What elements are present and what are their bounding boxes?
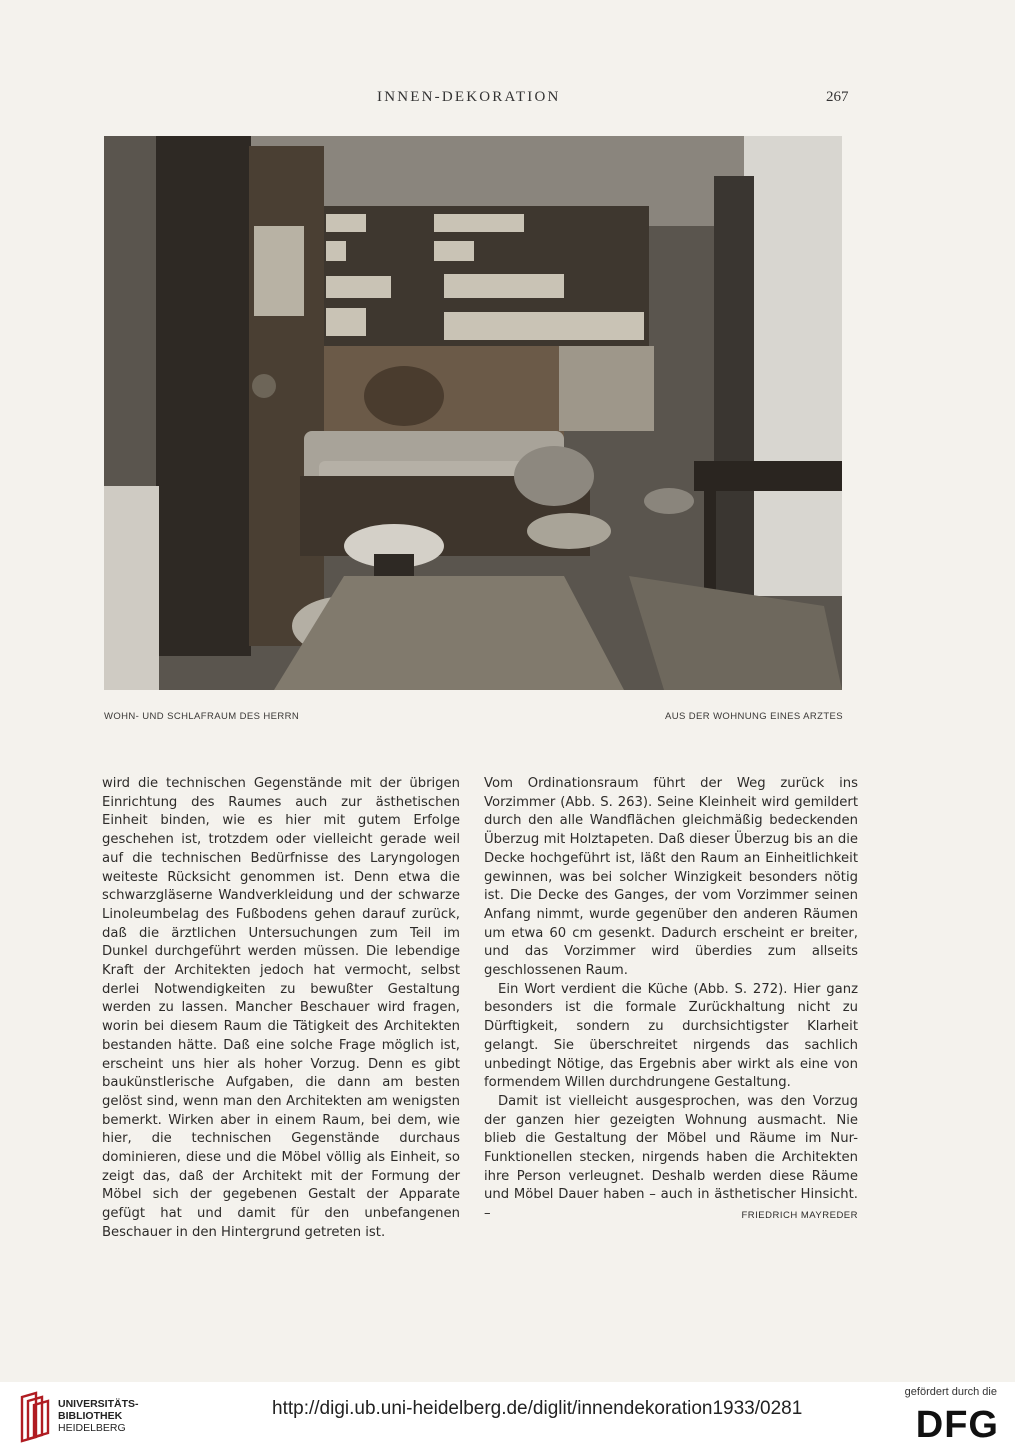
figure-caption-right: AUS DER WOHNUNG EINES ARZTES <box>665 711 843 722</box>
author-signature: FRIEDRICH MAYREDER <box>741 1210 858 1222</box>
footer-bar <box>0 1382 1015 1454</box>
library-name <box>58 1398 139 1434</box>
library-line-2: BIBLIOTHEK <box>58 1410 123 1422</box>
library-logo-icon <box>18 1391 52 1443</box>
library-line-3: HEIDELBERG <box>58 1422 126 1434</box>
figure-caption-left: WOHN- UND SCHLAFRAUM DES HERRN <box>104 711 300 722</box>
paragraph: Vom Ordinationsraum führt der Weg zurück ins Vorzimmer (Abb. S. 263). Seine Kleinheit wird gemildert durch den alle Wandflächen gleichmäßig bedeckenden Überzug mit Holztapeten. Daß dieser Überzug bis an die Decke hochgeführt ist, läßt den Raum an Einheitlichkeit gewinnen, was bei solcher Winzigkeit besonders nötig ist. Die Decke des Ganges, der vom Vorzimmer seinen Anfang nimmt, wurde gegenüber den anderen Räumen um etwa 60 cm gesenkt. Dadurch erscheint er breiter, und das Vorzimmer wird überdies zum allseits geschlossenen Raum. <box>484 776 858 979</box>
text-column-right <box>484 775 858 1226</box>
funding-note: gefördert durch die <box>904 1386 997 1398</box>
library-line-1: UNIVERSITÄTS- <box>58 1398 139 1410</box>
source-url-link[interactable]: http://digi.ub.uni-heidelberg.de/diglit/innendekoration1933/0281 <box>272 1398 803 1419</box>
paragraph: Ein Wort verdient die Küche (Abb. S. 272). Hier ganz besonders ist die formale Zurückhaltung nicht zu Dürftigkeit, sondern zu durchsichtigster Klarheit gelangt. Sie überschreitet nirgends das sachlich unbedingt Nötige, das Ergebnis aber wirkt als eine von formendem Willen durchdrungene Gestaltung. <box>484 981 858 1091</box>
interior-photograph <box>104 136 842 690</box>
running-title: INNEN-DEKORATION <box>377 89 561 105</box>
paragraph: wird die technischen Gegenstände mit der übrigen Einrichtung des Raumes auch zur ästhetischen Einheit binden, wie es hier mit gutem Erfolge geschehen ist, trotzdem oder vielleicht gerade weil auf die technischen Bedürfnisse des Laryngologen weiteste Rücksicht genommen ist. Denn etwa die schwarzgläserne Wandverkleidung und der schwarze Linoleumbelag des Fußbodens gehen darauf zurück, daß die ärztlichen Untersuchungen zum Teil im Dunkel durchgeführt werden müssen. Die lebendige Kraft der Architekten jedoch hat vermocht, selbst derlei Notwendigkeiten zu bewußter Gestaltung werden zu lassen. Mancher Beschauer wird fragen, worin bei diesem Raum die Tätigkeit des Architekten bestanden hätte. Daß eine solche Frage möglich ist, erscheint uns hier als hoher Vorzug. Denn es gibt baukünstlerische Aufgaben, die dann am besten gelöst sind, wenn man den Architekten am wenigsten bemerkt. Wirken aber in einem Raum, bei dem, wie hier, die technischen Gegenstände durchaus dominieren, diese und die Möbel völlig als Einheit, so zeigt das, daß der Architekt mit der Formung der Möbel sich der gegebenen Gestalt der Apparate gefügt hat und damit für den unbefangenen Beschauer in den Hintergrund getreten ist. <box>102 776 460 1240</box>
paragraph <box>484 1093 858 1224</box>
page-number: 267 <box>826 89 849 105</box>
paragraph-text: Damit ist vielleicht ausgesprochen, was den Vorzug der ganzen hier gezeigten Wohnung ausmacht. Nie blieb die Gestaltung der Möbel und Räume im Nur-Funktionellen stecken, nirgends haben die Architekten ihre Person verleugnet. Deshalb werden diese Räume und Möbel Dauer haben – auch in ästhetischer Hinsicht. – <box>484 1093 858 1222</box>
photo-illustration <box>104 136 842 690</box>
dfg-logo: DFG <box>915 1404 999 1446</box>
text-column-left <box>102 775 460 1243</box>
